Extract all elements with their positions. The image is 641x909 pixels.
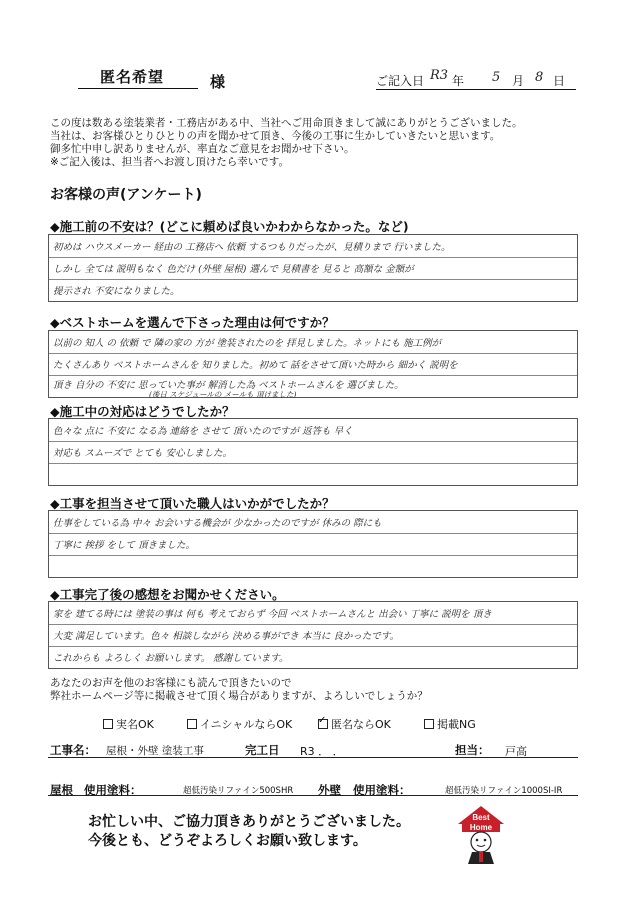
date-underline bbox=[376, 89, 576, 90]
checkbox[interactable] bbox=[103, 719, 113, 729]
date-month-value: 5 bbox=[492, 70, 501, 85]
answer-line: 仕事をしている為 中々 お会いする機会が 少なかったのですが 休みの 際にも bbox=[53, 518, 382, 529]
best-home-logo bbox=[456, 804, 506, 866]
option-label: イニシャルならOK bbox=[200, 718, 293, 731]
roof-label: 屋根 bbox=[50, 783, 73, 797]
option-initial[interactable] bbox=[187, 716, 292, 732]
wall-paint-value: 超低汚染リファイン1000SI-IR bbox=[445, 786, 563, 796]
staff-label: 担当： bbox=[455, 743, 490, 757]
intro-text bbox=[50, 117, 523, 169]
option-anonymous[interactable] bbox=[318, 716, 391, 732]
question-title-construction: ◆施工中の対応はどうでしたか？ bbox=[50, 404, 235, 419]
work-name-value: 屋根・外壁 塗装工事 bbox=[106, 745, 204, 757]
logo-text-best: Best bbox=[472, 813, 490, 822]
answer-line: 対応も スムーズで とても 安心しました。 bbox=[53, 448, 233, 459]
question-title-anxiety: ◆施工前の不安は？(どこに頼めば良いかわからなかった。など) bbox=[50, 219, 409, 234]
staff-value: 戸高 bbox=[505, 745, 527, 758]
completion-value: R3 ． ． bbox=[300, 745, 344, 758]
consent-question bbox=[50, 677, 428, 703]
completion-label: 完工日 bbox=[245, 743, 280, 757]
roof-paint-label: 使用塗料： bbox=[84, 783, 142, 797]
consent-line: 弊社ホームページ等に掲載させて頂く場合がありますが、よろしいでしょうか？ bbox=[50, 690, 428, 702]
answer-box-craftsman[interactable] bbox=[48, 510, 578, 578]
customer-name: 匿名希望 bbox=[100, 68, 165, 86]
wall-paint-label: 使用塗料： bbox=[353, 783, 411, 797]
question-title-impression: ◆工事完了後の感想をお聞かせください。 bbox=[50, 587, 285, 602]
option-real-name[interactable] bbox=[103, 716, 154, 732]
answer-line: 家を 建てる時には 塗装の事は 何も 考えておらず 今回 ベストホームさんと 出会い 丁寧に 説明を 頂き bbox=[53, 609, 492, 620]
closing-message bbox=[88, 813, 410, 851]
day-unit: 日 bbox=[553, 74, 566, 88]
answer-line: 大変 満足しています。色々 相談しながら 決める事ができ 本当に 良かったです。 bbox=[53, 631, 400, 642]
date-label: ご記入日 bbox=[376, 74, 425, 88]
answer-box-impression[interactable] bbox=[48, 601, 578, 669]
wall-label: 外壁 bbox=[318, 783, 341, 797]
date-day-value: 8 bbox=[535, 70, 544, 85]
option-label: 掲載NG bbox=[437, 718, 476, 731]
house-mascot-icon bbox=[456, 804, 506, 866]
work-name-label: 工事名： bbox=[50, 743, 96, 757]
roof-paint-value: 超低汚染リファイン500SHR bbox=[183, 786, 294, 796]
answer-box-construction[interactable] bbox=[48, 418, 578, 486]
intro-line: 当社は、お客様ひとりひとりの声を聞かせて頂き、今後の工事に生かしていきたいと思います。 bbox=[50, 130, 501, 142]
answer-line: 丁寧に 挨拶 をして 頂きました。 bbox=[53, 540, 196, 551]
year-unit: 年 bbox=[452, 74, 465, 88]
question-title-reason: ◆ベストホームを選んで下さった理由は何ですか？ bbox=[50, 315, 335, 330]
intro-line: 御多忙中申し訳ありませんが、率直なご意見をお聞かせ下さい。 bbox=[50, 143, 355, 155]
intro-line: ※ご記入後は、担当者へお渡し頂けたら幸いです。 bbox=[50, 156, 289, 168]
logo-text-home: Home bbox=[469, 823, 493, 832]
answer-line: 頂き 自分の 不安に 思っていた事が 解消した為 ベストホームさんを 選びました。 bbox=[53, 380, 404, 391]
answer-line: たくさんあり ベストホームさんを 知りました。初めて 話をさせて頂いた時から 細かく 説明を bbox=[53, 360, 458, 371]
intro-line: この度は数ある塗装業者・工務店がある中、当社へご用命頂きまして誠にありがとうございました。 bbox=[50, 117, 523, 129]
answer-line: 提示され 不安になりました。 bbox=[53, 286, 180, 297]
option-label: 実名OK bbox=[116, 718, 154, 731]
consent-line: あなたのお声を他のお客様にも読んで頂きたいので bbox=[50, 677, 292, 689]
honorific: 様 bbox=[210, 73, 226, 91]
answer-line: 以前の 知人 の 依頼 で 隣の家の 方が 塗装されたのを 拝見しました。ネットにも 施工例が bbox=[53, 338, 442, 349]
closing-line: お忙しい中、ご協力頂きありがとうございました。 bbox=[88, 814, 410, 830]
voice-heading: お客様の声(アンケート) bbox=[50, 187, 202, 203]
option-label: 匿名ならOK bbox=[331, 718, 391, 731]
option-no-publish[interactable] bbox=[424, 716, 476, 732]
answer-box-reason[interactable] bbox=[48, 330, 578, 398]
answer-line: 色々な 点に 不安に なる為 連絡を させて 頂いたのですが 返答も 早く bbox=[53, 426, 353, 437]
checkbox[interactable] bbox=[187, 719, 197, 729]
question-title-craftsman: ◆工事を担当させて頂いた職人はいかがでしたか？ bbox=[50, 496, 335, 511]
answer-line: これからも よろしく お願いします。 感謝しています。 bbox=[53, 653, 289, 664]
month-unit: 月 bbox=[512, 74, 525, 88]
checkbox-checked[interactable] bbox=[318, 719, 328, 729]
answer-box-anxiety[interactable] bbox=[48, 234, 578, 302]
date-year-value: R3 bbox=[430, 68, 449, 83]
answer-note: (後日 スケジュールの メールも 頂けました) bbox=[149, 390, 297, 399]
closing-line: 今後とも、どうぞよろしくお願い致します。 bbox=[88, 833, 367, 849]
answer-line: しかし 全ては 説明もなく 色だけ (外壁 屋根) 選んで 見積書を 見ると 高額な 金額が bbox=[53, 264, 414, 275]
checkbox[interactable] bbox=[424, 719, 434, 729]
answer-line: 初めは ハウスメーカー 経由の 工務店へ 依頼 するつもりだったが、見積りまで 行いました。 bbox=[53, 242, 451, 253]
